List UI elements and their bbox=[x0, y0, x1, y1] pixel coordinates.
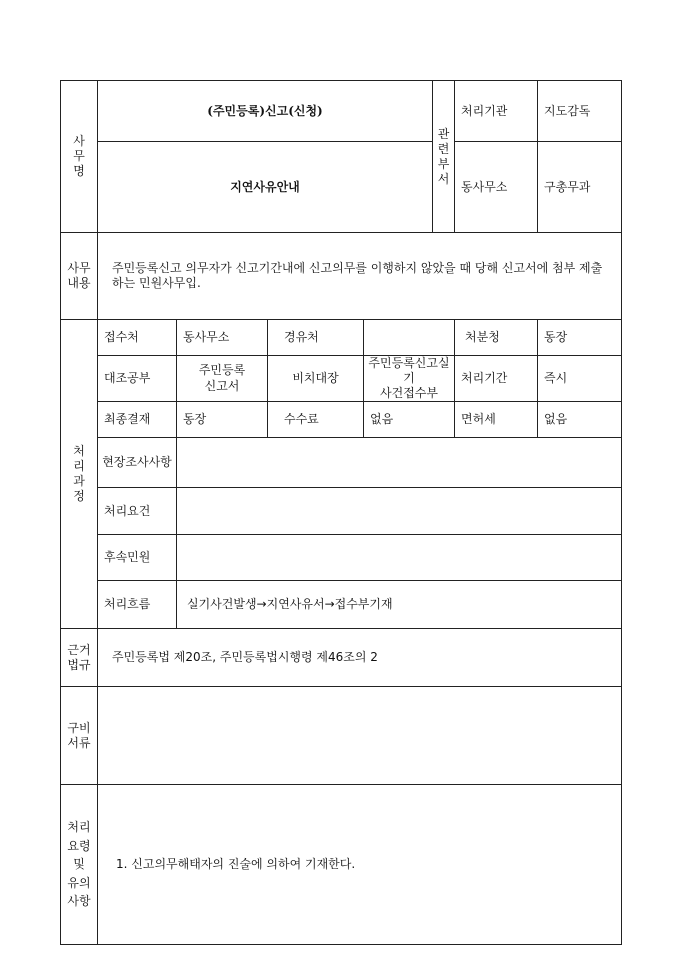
documents-text bbox=[98, 687, 622, 785]
affair-name-label: 사 무 명 bbox=[61, 81, 98, 233]
flow-value: 실기사건발생→지연사유서→접수부기재 bbox=[177, 581, 622, 629]
followup-label: 후속민원 bbox=[98, 535, 177, 581]
kept-ledger-value: 주민등록신고실기 사건접수부 bbox=[364, 356, 455, 402]
guide-table bbox=[60, 80, 622, 945]
disposition-office-value: 동장 bbox=[538, 320, 622, 356]
kept-ledger-label: 비치대장 bbox=[268, 356, 364, 402]
related-dept-label: 관련 부서 bbox=[433, 81, 455, 233]
reference-register-value: 주민등록 신고서 bbox=[177, 356, 268, 402]
notes-text: 1. 신고의무해태자의 진술에 의하여 기재한다. bbox=[98, 785, 622, 945]
requirements-value bbox=[177, 488, 622, 535]
reference-register-label: 대조공부 bbox=[98, 356, 177, 402]
via-office-label: 경유처 bbox=[268, 320, 364, 356]
inspection-value bbox=[177, 438, 622, 488]
inspection-label: 현장조사사항 bbox=[98, 438, 177, 488]
content-label: 사무 내용 bbox=[61, 233, 98, 320]
content-text: 주민등록신고 의무자가 신고기간내에 신고의무를 이행하지 않았을 때 당해 신고서에 첨부 제출하는 민원사무입. bbox=[98, 233, 622, 320]
form-sheet bbox=[60, 80, 621, 909]
final-approval-value: 동장 bbox=[177, 402, 268, 438]
flow-label: 처리흐름 bbox=[98, 581, 177, 629]
fee-value: 없음 bbox=[364, 402, 455, 438]
supervision-label: 지도감독 bbox=[538, 81, 622, 142]
receiving-office-label: 접수처 bbox=[98, 320, 177, 356]
processing-period-label: 처리기간 bbox=[455, 356, 538, 402]
title-line2: 지연사유안내 bbox=[98, 142, 433, 233]
notes-label: 처리 요령 및 유의 사항 bbox=[61, 785, 98, 945]
law-label: 근거 법규 bbox=[61, 629, 98, 687]
license-tax-value: 없음 bbox=[538, 402, 622, 438]
final-approval-label: 최종결재 bbox=[98, 402, 177, 438]
license-tax-label: 면허세 bbox=[455, 402, 538, 438]
disposition-office-label: 처분청 bbox=[455, 320, 538, 356]
law-text: 주민등록법 제20조, 주민등록법시행령 제46조의 2 bbox=[98, 629, 622, 687]
via-office-value bbox=[364, 320, 455, 356]
fee-label: 수수료 bbox=[268, 402, 364, 438]
processing-agency-value: 동사무소 bbox=[455, 142, 538, 233]
followup-value bbox=[177, 535, 622, 581]
processing-agency-label: 처리기관 bbox=[455, 81, 538, 142]
supervision-value: 구총무과 bbox=[538, 142, 622, 233]
documents-label: 구비 서류 bbox=[61, 687, 98, 785]
receiving-office-value: 동사무소 bbox=[177, 320, 268, 356]
title-line1: (주민등록)신고(신청) bbox=[98, 81, 433, 142]
requirements-label: 처리요건 bbox=[98, 488, 177, 535]
processing-period-value: 즉시 bbox=[538, 356, 622, 402]
process-label: 처 리 과 정 bbox=[61, 320, 98, 629]
